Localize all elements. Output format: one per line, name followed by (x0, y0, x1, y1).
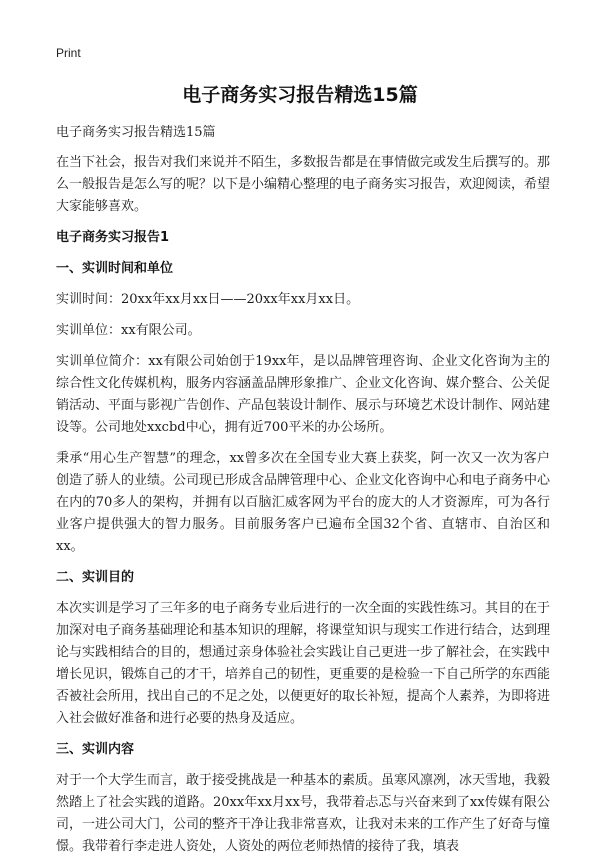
training-time: 实训时间：20xx年xx月xx日——20xx年xx月xx日。 (56, 292, 360, 307)
document-body (56, 122, 550, 867)
purpose-paragraph: 本次实训是学习了三年多的电子商务专业后进行的一次全面的实践性练习。其目的在于加深对电子商务基础理论和基本知识的理解，将课堂知识与现实工作进行结合，达到理论与实践相结合的目的，想通过亲身体验社会实践让自己更进一步了解社会，在实践中增长见识，锻炼自己的才干，培养自己的韧性，更重要的是检验一下自己所学的东西能否被社会所用，找出自己的不足之处，以便更好的取长补短，提高个人素养，为即将进入社会做好准备和进行必要的热身及适应。 (56, 601, 551, 726)
print-label: Print (56, 46, 81, 60)
content-paragraph: 对于一个大学生而言，敢于接受挑战是一种基本的素质。虽寒风凛冽，冰天雪地，我毅然踏上了社会实践的道路。20xx年xx月xx号，我带着忐忑与兴奋来到了xx传媒有限公司，一进公司大门，公司的整齐干净让我非常喜欢，让我对未来的工作产生了好奇与憧憬。我带着行李走进人资处，人资处的两位老师热情的接待了我，填表 (56, 773, 551, 854)
training-unit: 实训单位：xx有限公司。 (56, 323, 201, 338)
section-heading-content: 三、实训内容 (56, 742, 135, 757)
report-heading: 电子商务实习报告1 (56, 230, 170, 245)
unit-introduction: 实训单位简介：xx有限公司始创于19xx年，是以品牌管理咨询、企业文化咨询为主的综合性文化传媒机构，服务内容涵盖品牌形象推广、企业文化咨询、媒介整合、公关促销活动、平面与影视广告创作、产品包装设计制作、展示与环境艺术设计制作、网站建设等。公司地处xxcbd中心，拥有近700平米的办公场所。 (56, 354, 551, 435)
section-heading-time-unit: 一、实训时间和单位 (56, 261, 174, 276)
section-heading-purpose: 二、实训目的 (56, 570, 135, 585)
company-philosophy: 秉承“用心生产智慧”的理念，xx曾多次在全国专业大赛上获奖，阿一次又一次为客户创造了骄人的业绩。公司现已形成含品牌管理中心、企业文化咨询中心和电子商务中心在内的70多人的架构，并拥有以百脑汇威客网为平台的庞大的人才资源库，可为各行业客户提供强大的智力服务。目前服务客户已遍布全国32个省、直辖市、自治区和xx。 (56, 451, 551, 554)
document-title: 电子商务实习报告精选15篇 (182, 84, 418, 106)
document-subtitle: 电子商务实习报告精选15篇 (56, 125, 216, 140)
intro-paragraph: 在当下社会，报告对我们来说并不陌生，多数报告都是在事情做完或发生后撰写的。那么一般报告是怎么写的呢？以下是小编精心整理的电子商务实习报告，欢迎阅读，希望大家能够喜欢。 (56, 155, 551, 214)
